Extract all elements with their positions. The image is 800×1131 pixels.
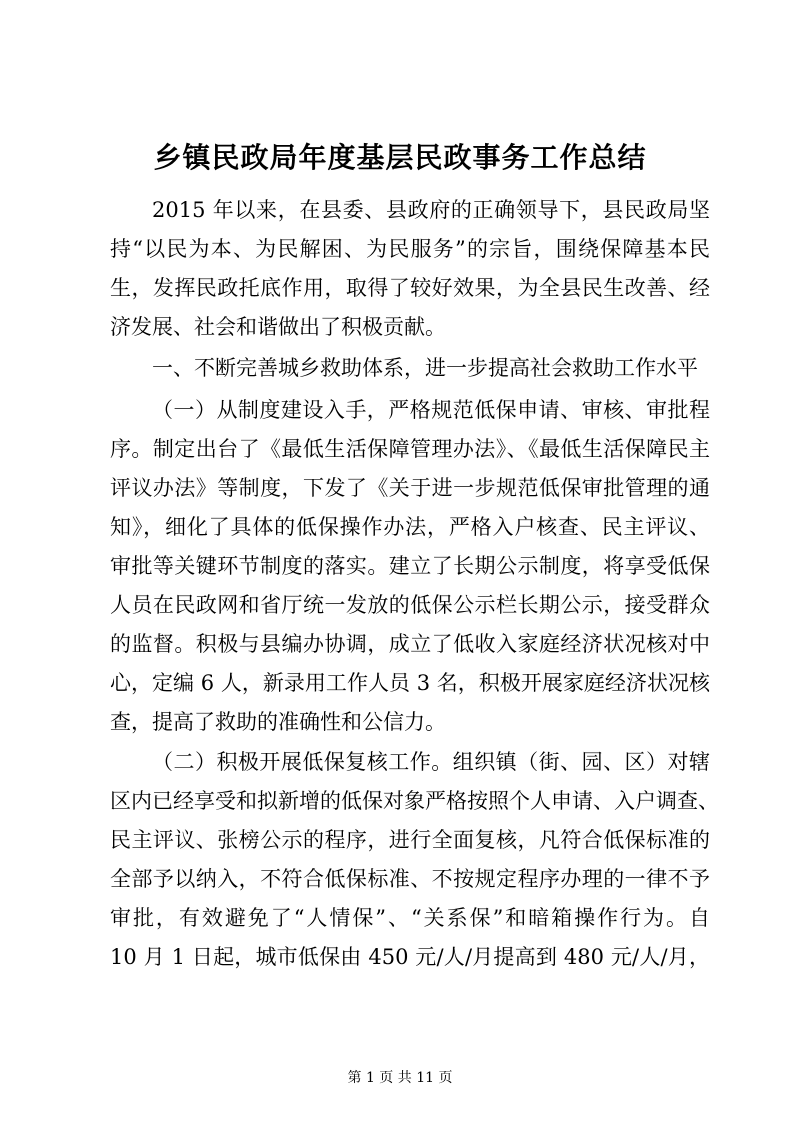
body-line-7: 序。制定出台了《最低生活保障管理办法》、《最低生活保障民主	[110, 437, 710, 461]
body-line-8: 评议办法》等制度，下发了《关于进一步规范低保审批管理的通	[110, 476, 710, 500]
page-footer: 第 1 页 共 11 页	[347, 1070, 453, 1086]
body-line-19: 审批，有效避免了“人情保”、“关系保”和暗箱操作行为。自	[110, 906, 710, 930]
body-line-20: 10 月 1 日起，城市低保由 450 元/人/月提高到 480 元/人/月，	[110, 945, 710, 969]
body-line-12: 的监督。积极与县编办协调，成立了低收入家庭经济状况核对中	[110, 632, 710, 656]
body-line-17: 民主评议、张榜公示的程序，进行全面复核，凡符合低保标准的	[110, 828, 710, 852]
body-line-1: 2015 年以来，在县委、县政府的正确领导下，县民政局坚	[152, 198, 710, 222]
body-line-18: 全部予以纳入，不符合低保标准、不按规定程序办理的一律不予	[110, 867, 710, 891]
document-title: 乡镇民政局年度基层民政事务工作总结	[153, 141, 647, 174]
body-line-3: 生，发挥民政托底作用，取得了较好效果，为全县民生改善、经	[110, 276, 710, 300]
body-line-10: 审批等关键环节制度的落实。建立了长期公示制度，将享受低保	[110, 554, 710, 578]
body-line-15: （二）积极开展低保复核工作。组织镇（街、园、区）对辖	[152, 750, 710, 774]
body-line-16: 区内已经享受和拟新增的低保对象严格按照个人申请、入户调查、	[110, 789, 719, 813]
body-line-9: 知》，细化了具体的低保操作办法，严格入户核查、民主评议、	[110, 515, 710, 539]
body-line-13: 心，定编 6 人，新录用工作人员 3 名，积极开展家庭经济状况核	[110, 671, 710, 695]
body-line-4: 济发展、社会和谐做出了积极贡献。	[110, 315, 446, 339]
body-line-6: （一）从制度建设入手，严格规范低保申请、审核、审批程	[152, 398, 710, 422]
body-line-2: 持“以民为本、为民解困、为民服务”的宗旨，围绕保障基本民	[110, 237, 710, 261]
section-heading-1: 一、不断完善城乡救助体系，进一步提高社会救助工作水平	[152, 356, 698, 380]
body-line-14: 查，提高了救助的准确性和公信力。	[110, 710, 446, 734]
body-line-11: 人员在民政网和省厅统一发放的低保公示栏长期公示，接受群众	[110, 593, 710, 617]
